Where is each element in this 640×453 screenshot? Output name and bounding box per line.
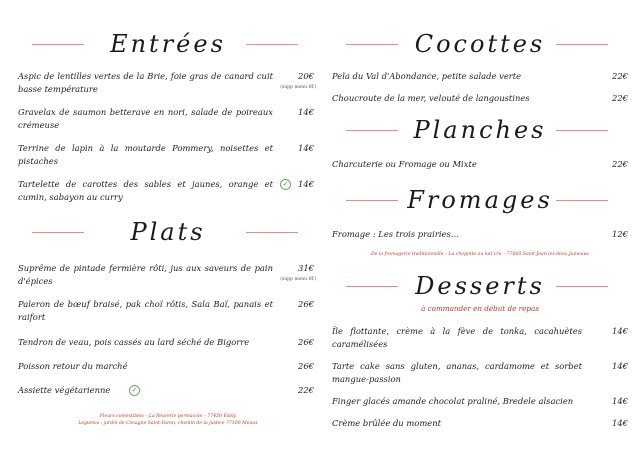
footnote-line: Fleurs comestibles – La fleurerie permacole – 77450 Esbly	[99, 414, 237, 419]
item-price: 26€	[298, 337, 314, 347]
divider	[556, 200, 608, 201]
fromagerie-footnote: De la fromagerie traditionnelle – La chogotte au lait cru – 77660 Saint Jean les deux Jumeaux	[370, 252, 590, 257]
item-name: Suprême de pintade fermière rôti, jus aux saveurs de pain d'épices	[18, 263, 273, 286]
vegetarian-check-icon: ✓	[280, 179, 291, 190]
item-price: 14€	[612, 396, 628, 406]
item-price: 14€	[298, 179, 314, 189]
item-note: (supp menu 6€)	[280, 277, 316, 282]
item-name: Assiette végétarienne	[18, 385, 111, 395]
item-name: Paleron de bœuf braisé, pak choï rôtis, Sala Baï, panais et raifort	[18, 299, 273, 322]
item-price: 22€	[298, 385, 314, 395]
item-name: Charcuterie ou Fromage ou Mixte	[332, 159, 477, 169]
item-price: 26€	[298, 361, 314, 371]
item-name: Finger glacés amande chocolat praliné, Bredele alsacien	[332, 396, 574, 406]
item-price: 22€	[612, 159, 628, 169]
item-name: Terrine de lapin à la moutarde Pommery, noisettes et pistaches	[18, 143, 273, 166]
item-name: Gravelax de saumon betterave en nori, salade de poireaux crémeuse	[18, 107, 273, 130]
footnote-line: Légumes : jardin de Cocagne Saint-Faron, chemin de la justice 77100 Meaux	[78, 421, 258, 426]
fromages-title: Fromages	[407, 186, 553, 214]
item-name: Tartelette de carottes des sables et jaunes, orange et cumin, sabayon au curry	[18, 179, 273, 202]
item-price: 20€	[298, 71, 314, 81]
desserts-subtitle: à commander en début de repas	[421, 304, 539, 313]
item-price: 22€	[612, 71, 628, 81]
divider	[246, 44, 298, 45]
divider	[246, 232, 298, 233]
cocottes-title: Cocottes	[414, 30, 546, 58]
planches-header	[332, 110, 628, 150]
item-name: Fromage : Les trois prairies…	[332, 229, 460, 239]
desserts-title: Desserts	[415, 272, 545, 300]
item-price: 22€	[612, 93, 628, 103]
plats-header	[18, 212, 318, 252]
item-name: Choucroute de la mer, velouté de langoustines	[332, 93, 530, 103]
entrees-title: Entrées	[110, 30, 226, 58]
item-note: (supp menu 6€)	[280, 85, 316, 90]
divider	[556, 44, 608, 45]
plats-title: Plats	[130, 218, 206, 246]
desserts-header	[332, 266, 628, 306]
item-price: 14€	[298, 143, 314, 153]
divider	[556, 286, 608, 287]
cocottes-header	[332, 24, 628, 64]
fromages-header	[332, 180, 628, 220]
item-price: 14€	[298, 107, 314, 117]
item-price: 26€	[298, 299, 314, 309]
item-price: 14€	[612, 326, 628, 336]
item-price: 31€	[298, 263, 314, 273]
divider	[556, 130, 608, 131]
vegetarian-check-icon: ✓	[129, 385, 140, 396]
item-name: Pela du Val d'Abondance, petite salade verte	[332, 71, 522, 81]
item-name: Poisson retour du marché	[18, 361, 128, 371]
item-price: 12€	[612, 229, 628, 239]
item-name: Tendron de veau, pois cassés au lard séché de Bigorre	[18, 337, 250, 347]
item-name: Tarte cake sans gluten, ananas, cardamome et sorbet mangue-passion	[332, 361, 582, 384]
planches-title: Planches	[413, 116, 547, 144]
producers-footnote	[18, 413, 318, 427]
item-name: Aspic de lentilles vertes de la Brie, foie gras de canard cuit basse température	[18, 71, 273, 94]
item-price: 14€	[612, 418, 628, 428]
item-price: 14€	[612, 361, 628, 371]
entrees-header	[18, 24, 318, 64]
item-name: Île flottante, crème à la fève de tonka, cacahuètes caramélisées	[332, 326, 582, 349]
item-name: Crème brûlée du moment	[332, 418, 441, 428]
